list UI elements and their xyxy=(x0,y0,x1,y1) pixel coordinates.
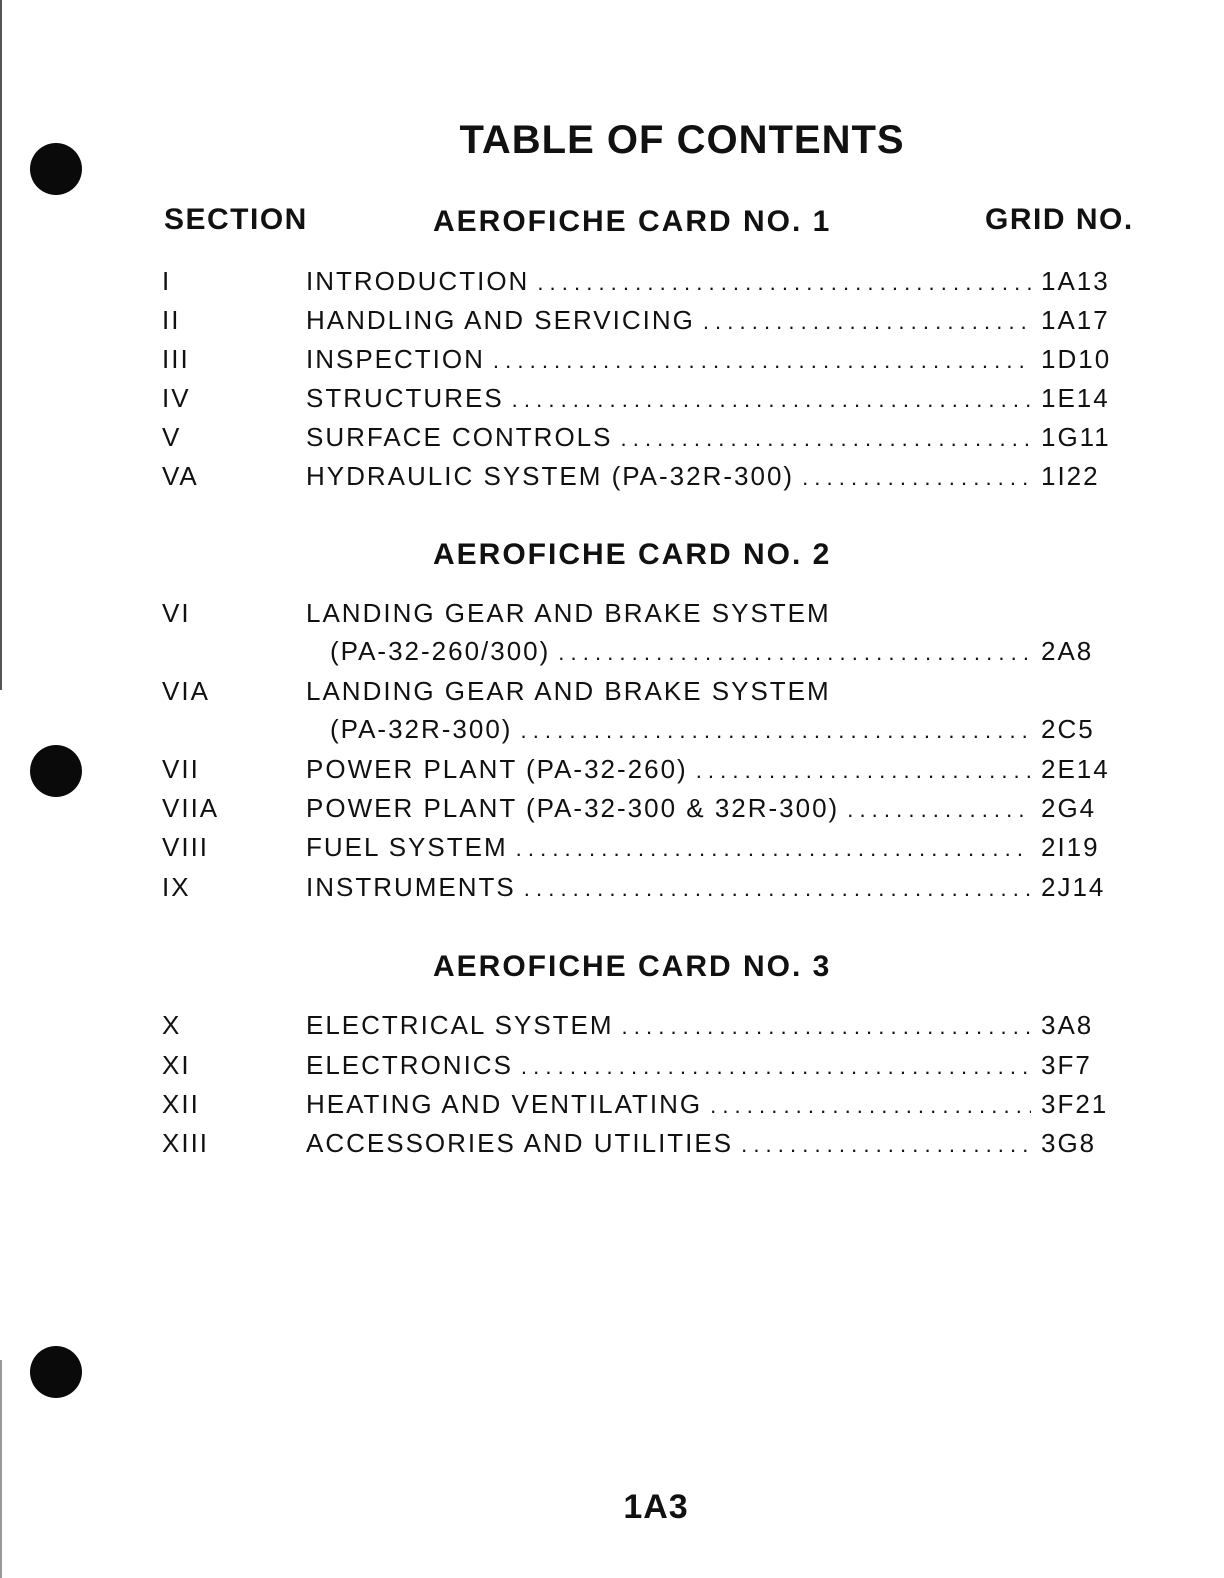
section-number: VII xyxy=(162,754,200,784)
toc-entry[interactable] xyxy=(0,1010,1224,1046)
toc-entry[interactable] xyxy=(0,266,1224,302)
section-number: VIII xyxy=(162,832,210,862)
toc-entry[interactable] xyxy=(0,383,1224,419)
dot-leader xyxy=(521,1050,1031,1081)
page-number: 1A3 xyxy=(623,1488,689,1526)
grid-number: 1A13 xyxy=(1041,266,1110,296)
toc-entry[interactable] xyxy=(0,1089,1224,1125)
toc-entry[interactable] xyxy=(0,793,1224,829)
dot-leader xyxy=(741,1128,1031,1159)
toc-entry[interactable] xyxy=(0,832,1224,868)
card-title: AEROFICHE CARD NO. 1 xyxy=(433,205,832,238)
dot-leader xyxy=(520,714,1031,745)
grid-number: 2E14 xyxy=(1041,754,1110,784)
section-number: I xyxy=(162,266,172,296)
entry-title: ELECTRONICS xyxy=(306,1050,513,1080)
entry-title: SURFACE CONTROLS xyxy=(306,422,613,452)
grid-number: 3G8 xyxy=(1041,1128,1097,1158)
page-title: TABLE OF CONTENTS xyxy=(459,118,905,162)
dot-leader xyxy=(516,832,1031,863)
toc-entry[interactable] xyxy=(0,422,1224,458)
entry-subtitle: (PA-32-260/300) xyxy=(330,636,551,666)
toc-entry[interactable] xyxy=(0,676,1224,712)
grid-number: 2G4 xyxy=(1041,793,1097,823)
section-number: XI xyxy=(162,1050,191,1080)
entry-title: HYDRAULIC SYSTEM (PA-32R-300) xyxy=(306,461,795,491)
binder-hole-icon xyxy=(30,1346,82,1398)
section-number: VIIA xyxy=(162,793,220,823)
toc-entry[interactable] xyxy=(0,872,1224,908)
entry-title: ELECTRICAL SYSTEM xyxy=(306,1010,614,1040)
dot-leader xyxy=(493,344,1031,375)
dot-leader xyxy=(703,305,1031,336)
toc-entry[interactable] xyxy=(0,305,1224,341)
section-number: VIA xyxy=(162,676,210,706)
card-title: AEROFICHE CARD NO. 2 xyxy=(433,538,832,571)
entry-title: STRUCTURES xyxy=(306,383,504,413)
grid-number: 3A8 xyxy=(1041,1010,1094,1040)
dot-leader xyxy=(524,872,1031,903)
entry-title: HANDLING AND SERVICING xyxy=(306,305,695,335)
entry-subtitle: (PA-32R-300) xyxy=(330,714,513,744)
toc-entry[interactable] xyxy=(0,344,1224,380)
section-number: XIII xyxy=(162,1128,210,1158)
dot-leader xyxy=(696,754,1031,785)
grid-number: 2A8 xyxy=(1041,636,1094,666)
section-number: IV xyxy=(162,383,191,413)
section-number: III xyxy=(162,344,190,374)
toc-entry-continued[interactable] xyxy=(0,714,1224,750)
grid-column-header: GRID NO. xyxy=(985,203,1134,236)
section-number: XII xyxy=(162,1089,200,1119)
toc-entry[interactable] xyxy=(0,1050,1224,1086)
dot-leader xyxy=(621,422,1032,453)
toc-entry-continued[interactable] xyxy=(0,636,1224,672)
entry-title: LANDING GEAR AND BRAKE SYSTEM xyxy=(306,598,831,628)
entry-title: HEATING AND VENTILATING xyxy=(306,1089,703,1119)
dot-leader xyxy=(558,636,1031,667)
dot-leader xyxy=(802,461,1031,492)
toc-entry[interactable] xyxy=(0,461,1224,497)
entry-title: LANDING GEAR AND BRAKE SYSTEM xyxy=(306,676,831,706)
grid-number: 2I19 xyxy=(1041,832,1100,862)
entry-title: INSPECTION xyxy=(306,344,485,374)
page-edge-line xyxy=(0,1360,2,1578)
section-number: VA xyxy=(162,461,199,491)
grid-number: 3F7 xyxy=(1041,1050,1092,1080)
dot-leader xyxy=(710,1089,1031,1120)
grid-number: 1A17 xyxy=(1041,305,1110,335)
section-number: X xyxy=(162,1010,182,1040)
grid-number: 2C5 xyxy=(1041,714,1095,744)
card-title: AEROFICHE CARD NO. 3 xyxy=(433,950,832,983)
entry-title: POWER PLANT (PA-32-260) xyxy=(306,754,688,784)
section-number: II xyxy=(162,305,181,335)
entry-title: ACCESSORIES AND UTILITIES xyxy=(306,1128,734,1158)
grid-number: 1G11 xyxy=(1041,422,1111,452)
section-number: VI xyxy=(162,598,191,628)
entry-title: INTRODUCTION xyxy=(306,266,530,296)
grid-number: 2J14 xyxy=(1041,872,1106,902)
grid-number: 3F21 xyxy=(1041,1089,1109,1119)
entry-title: POWER PLANT (PA-32-300 & 32R-300) xyxy=(306,793,840,823)
dot-leader xyxy=(847,793,1031,824)
toc-entry[interactable] xyxy=(0,1128,1224,1164)
toc-entry[interactable] xyxy=(0,598,1224,634)
section-number: V xyxy=(162,422,182,452)
dot-leader xyxy=(622,1010,1031,1041)
dot-leader xyxy=(512,383,1031,414)
grid-number: 1E14 xyxy=(1041,383,1110,413)
toc-entry[interactable] xyxy=(0,754,1224,790)
entry-title: INSTRUMENTS xyxy=(306,872,516,902)
entry-title: FUEL SYSTEM xyxy=(306,832,508,862)
grid-number: 1D10 xyxy=(1041,344,1112,374)
dot-leader xyxy=(537,266,1031,297)
section-number: IX xyxy=(162,872,191,902)
section-column-header: SECTION xyxy=(164,203,308,236)
grid-number: 1I22 xyxy=(1041,461,1100,491)
